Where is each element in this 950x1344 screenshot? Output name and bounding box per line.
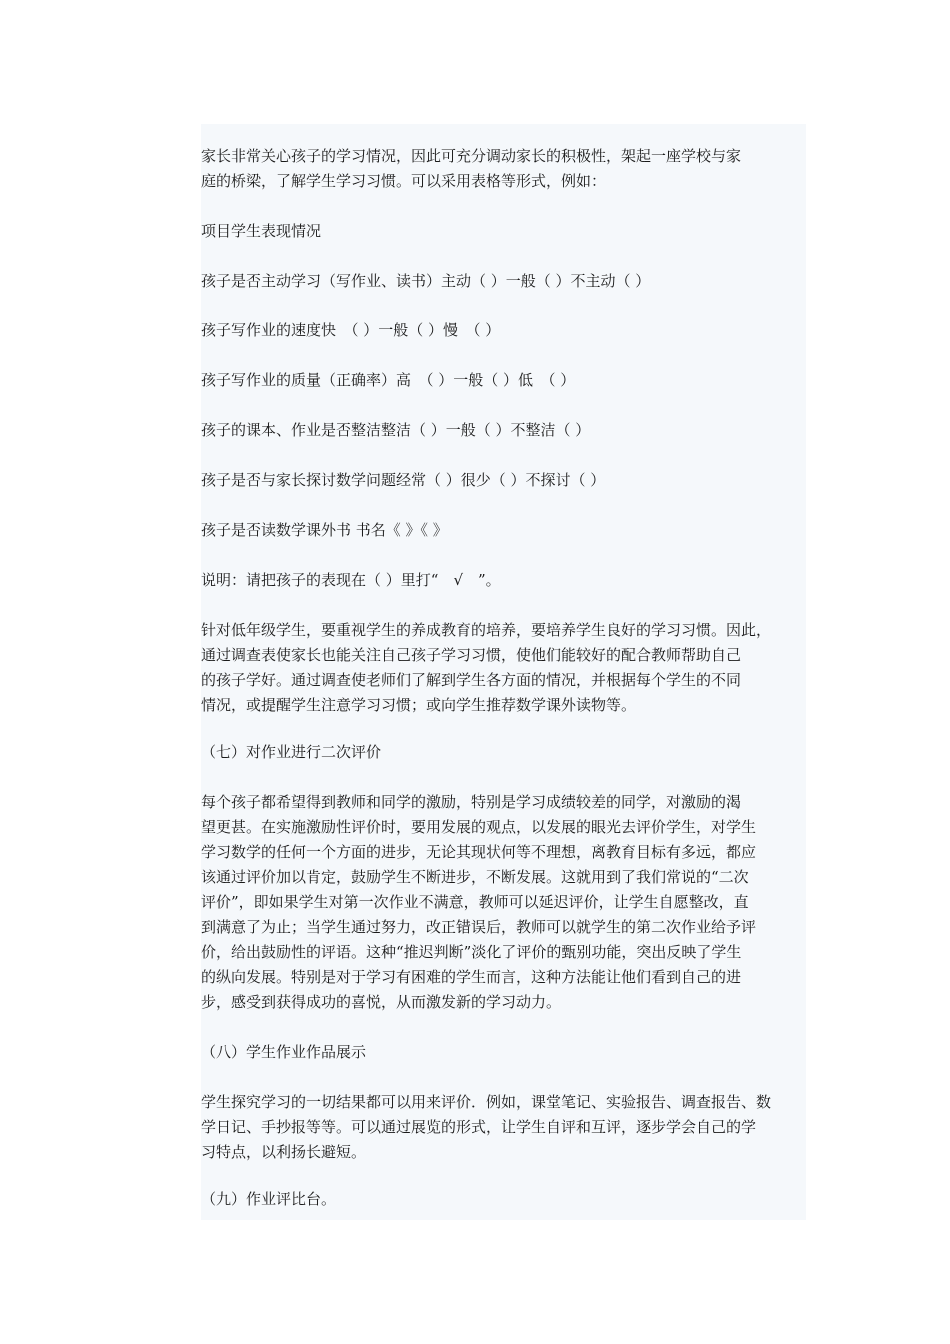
paragraph-line: 孩子是否与家长探讨数学问题经常（ ）很少（ ）不探讨（ ）	[201, 471, 606, 489]
paragraph-line: 学日记、手抄报等等。可以通过展览的形式，让学生自评和互评，逐步学会自己的学	[201, 1118, 757, 1136]
paragraph-line: 习特点，以利扬长避短。	[201, 1143, 367, 1161]
paragraph-line: 学生探究学习的一切结果都可以用来评价．例如，课堂笔记、实验报告、调查报告、数	[201, 1093, 772, 1111]
paragraph-line: 孩子的课本、作业是否整洁整洁（ ）一般（ ）不整洁（ ）	[201, 421, 591, 439]
paragraph-line: 孩子是否主动学习（写作业、读书）主动（ ）一般（ ）不主动（ ）	[201, 272, 651, 290]
paragraph-line: 家长非常关心孩子的学习情况，因此可充分调动家长的积极性，架起一座学校与家	[201, 147, 742, 165]
paragraph-line: 每个孩子都希望得到教师和同学的激励，特别是学习成绩较差的同学，对激励的渴	[201, 793, 742, 811]
paragraph-line: 的孩子学好。通过调查使老师们了解到学生各方面的情况，并根据每个学生的不同	[201, 671, 742, 689]
paragraph-line: 步，感受到获得成功的喜悦，从而激发新的学习动力。	[201, 993, 562, 1011]
paragraph-line: 庭的桥梁，了解学生学习习惯。可以采用表格等形式，例如：	[201, 172, 607, 190]
paragraph-line: 情况，或提醒学生注意学习习惯；或向学生推荐数学课外读物等。	[201, 696, 637, 714]
paragraph-line: 针对低年级学生，要重视学生的养成教育的培养，要培养学生良好的学习习惯。因此，	[201, 621, 772, 639]
paragraph-line: 孩子是否读数学课外书 书名《 》《 》	[201, 521, 448, 539]
paragraph-line: 评价”，即如果学生对第一次作业不满意，教师可以延迟评价，让学生自愿整改，直	[201, 893, 749, 911]
paragraph-line: 望更甚。在实施激励性评价时，要用发展的观点，以发展的眼光去评价学生，对学生	[201, 818, 757, 836]
paragraph-line: 该通过评价加以肯定，鼓励学生不断进步，不断发展。这就用到了我们常说的“二次	[201, 868, 749, 886]
paragraph-line: （八）学生作业作品展示	[201, 1043, 367, 1061]
paragraph-line: （九）作业评比台。	[201, 1190, 337, 1208]
paragraph-line: 说明：请把孩子的表现在（ ）里打“ √ ”。	[201, 571, 501, 589]
paragraph-line: 孩子写作业的速度快 （ ）一般（ ）慢 （ ）	[201, 321, 501, 339]
paragraph-line: 孩子写作业的质量（正确率）高 （ ）一般（ ）低 （ ）	[201, 371, 576, 389]
paragraph-line: 项目学生表现情况	[201, 222, 322, 240]
paragraph-line: 通过调查表使家长也能关注自己孩子学习习惯，使他们能较好的配合教师帮助自己	[201, 646, 742, 664]
paragraph-line: 的纵向发展。特别是对于学习有困难的学生而言，这种方法能让他们看到自己的进	[201, 968, 742, 986]
paragraph-line: 价，给出鼓励性的评语。这种“推迟判断”淡化了评价的甄别功能，突出反映了学生	[201, 943, 742, 961]
document-body	[201, 124, 806, 1220]
paragraph-line: （七）对作业进行二次评价	[201, 743, 382, 761]
paragraph-line: 到满意了为止；当学生通过努力，改正错误后，教师可以就学生的第二次作业给予评	[201, 918, 757, 936]
paragraph-line: 学习数学的任何一个方面的进步，无论其现状何等不理想，离教育目标有多远，都应	[201, 843, 757, 861]
